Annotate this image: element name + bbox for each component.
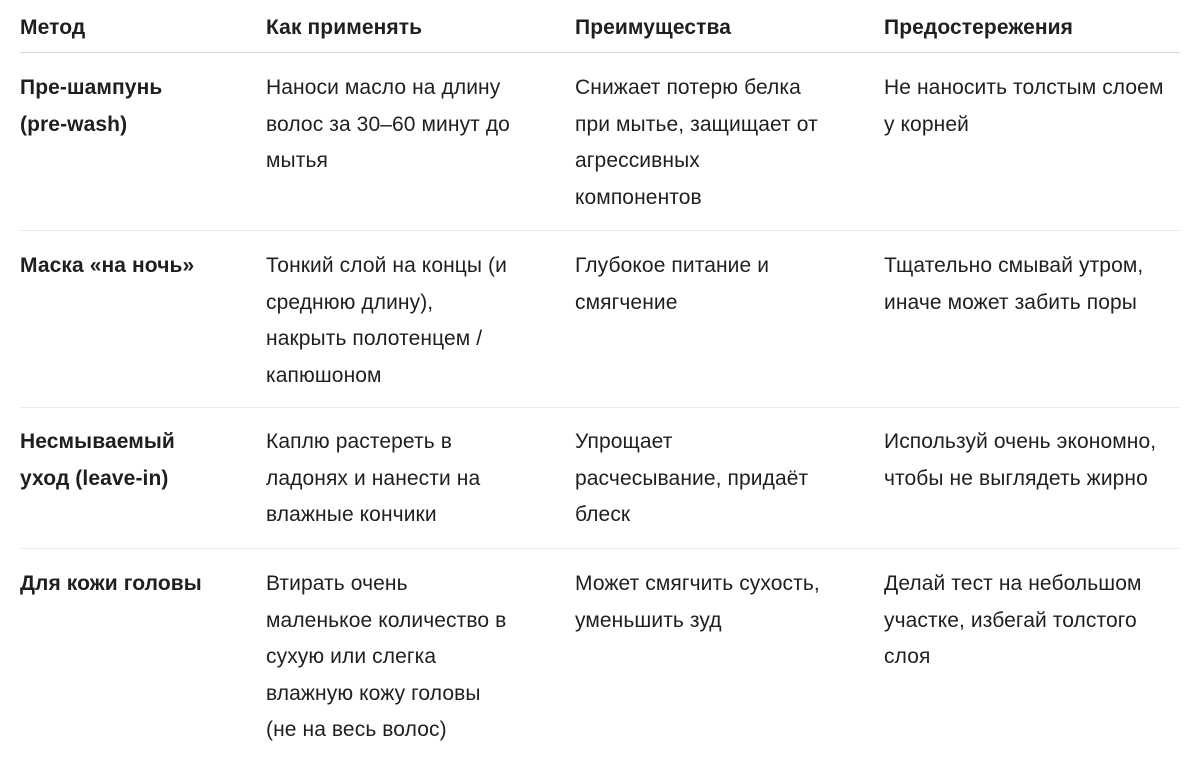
benefits-cell bbox=[575, 566, 865, 639]
cell-line: Каплю растереть в bbox=[266, 430, 452, 453]
cell-line: при мытье, защищает от bbox=[575, 112, 818, 136]
how-cell bbox=[266, 248, 556, 394]
cell-line: ладонях и нанести на bbox=[266, 466, 481, 490]
cell-line: влажную кожу головы bbox=[266, 681, 481, 705]
cell-line: (не на весь волос) bbox=[266, 718, 447, 741]
table-row bbox=[20, 566, 1180, 756]
cautions-cell bbox=[884, 566, 1180, 676]
cell-line: слоя bbox=[884, 645, 931, 668]
cell-line: иначе может забить поры bbox=[884, 290, 1137, 314]
cell-line: Маска «на ночь» bbox=[20, 254, 195, 277]
cell-line: блеск bbox=[575, 503, 631, 526]
method-cell bbox=[20, 566, 250, 603]
cell-line: Втирать очень bbox=[266, 572, 408, 595]
benefits-cell bbox=[575, 70, 865, 216]
cell-line: Упрощает bbox=[575, 430, 673, 453]
method-cell bbox=[20, 248, 250, 285]
cell-line: у корней bbox=[884, 112, 969, 136]
benefits-cell bbox=[575, 424, 865, 534]
cell-line: Тщательно смывай утром, bbox=[884, 254, 1144, 277]
cell-line: Тонкий слой на концы (и bbox=[266, 254, 507, 277]
header-how-to-apply: Как применять bbox=[266, 16, 423, 39]
cell-line: (pre-wash) bbox=[20, 112, 128, 136]
cell-line: чтобы не выглядеть жирно bbox=[884, 466, 1148, 490]
cautions-cell bbox=[884, 248, 1180, 321]
table-row bbox=[20, 424, 1180, 549]
table-row bbox=[20, 70, 1180, 231]
cell-line: Используй очень экономно, bbox=[884, 430, 1157, 453]
cell-line: Может смягчить сухость, bbox=[575, 572, 820, 595]
cell-line: уход (leave-in) bbox=[20, 466, 169, 490]
cell-line: маленькое количество в bbox=[266, 608, 507, 632]
cell-line: сухую или слегка bbox=[266, 645, 437, 668]
table-header-row bbox=[20, 10, 1180, 53]
cell-line: участке, избегай толстого bbox=[884, 608, 1137, 632]
cell-line: смягчение bbox=[575, 290, 678, 314]
cell-line: Пре-шампунь bbox=[20, 76, 163, 99]
cell-line: Делай тест на небольшом bbox=[884, 572, 1142, 595]
cell-line: расчесывание, придаёт bbox=[575, 466, 809, 490]
how-cell bbox=[266, 70, 556, 180]
cell-line: уменьшить зуд bbox=[575, 608, 722, 632]
cell-line: Наноси масло на длину bbox=[266, 76, 501, 99]
cautions-cell bbox=[884, 424, 1180, 497]
benefits-cell bbox=[575, 248, 865, 321]
cell-line: мытья bbox=[266, 149, 328, 172]
cell-line: Не наносить толстым слоем bbox=[884, 76, 1164, 99]
how-cell bbox=[266, 566, 556, 749]
cell-line: агрессивных bbox=[575, 149, 700, 172]
cell-line: влажные кончики bbox=[266, 503, 437, 526]
cell-line: Для кожи головы bbox=[20, 572, 202, 595]
method-cell bbox=[20, 424, 250, 497]
table-row bbox=[20, 248, 1180, 408]
cell-line: Несмываемый bbox=[20, 430, 175, 453]
cell-line: Глубокое питание и bbox=[575, 254, 770, 277]
cell-line: Снижает потерю белка bbox=[575, 76, 801, 99]
how-cell bbox=[266, 424, 556, 534]
method-cell bbox=[20, 70, 250, 143]
header-benefits: Преимущества bbox=[575, 16, 732, 39]
cautions-cell bbox=[884, 70, 1180, 143]
cell-line: волос за 30–60 минут до bbox=[266, 112, 510, 136]
cell-line: среднюю длину), bbox=[266, 290, 434, 314]
header-method: Метод bbox=[20, 16, 86, 39]
cell-line: капюшоном bbox=[266, 363, 382, 387]
cell-line: компонентов bbox=[575, 185, 702, 209]
header-cautions: Предостережения bbox=[884, 16, 1073, 39]
cell-line: накрыть полотенцем / bbox=[266, 327, 483, 350]
